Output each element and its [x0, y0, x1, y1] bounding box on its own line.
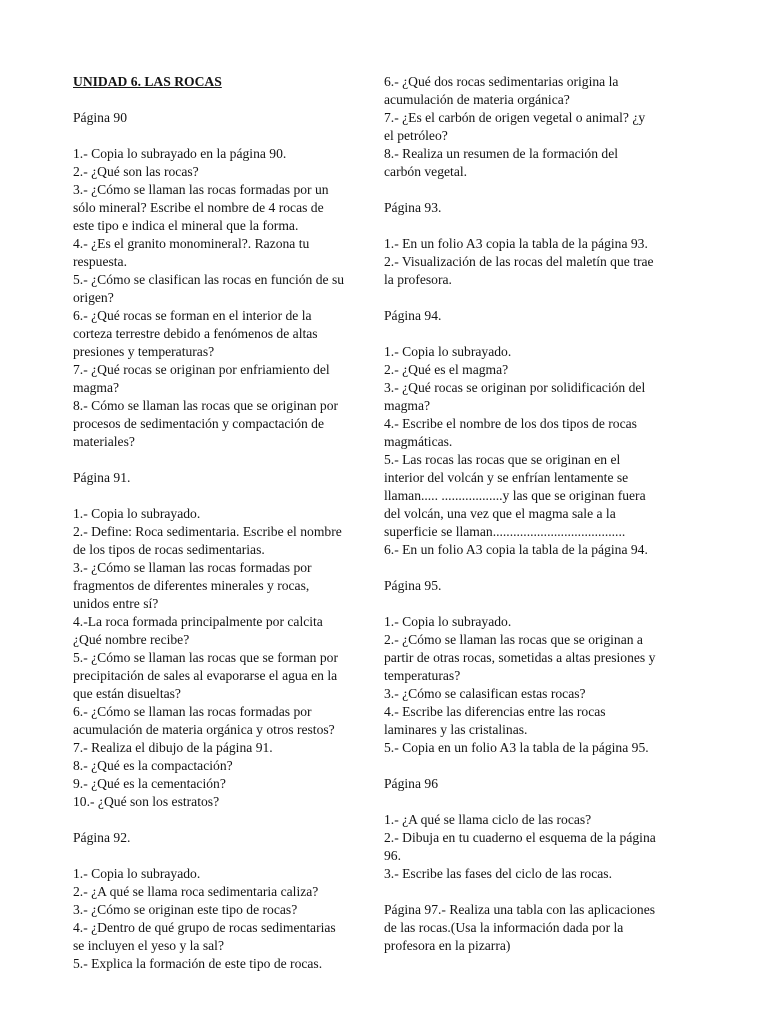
left-text-line: 4.- ¿Dentro de qué grupo de rocas sedimentarias	[73, 920, 336, 935]
right-text-line: Página 96	[384, 776, 438, 791]
right-text-line: 2.- ¿Cómo se llaman las rocas que se originan a	[384, 632, 643, 647]
left-text-line: corteza terrestre debido a fenómenos de altas	[73, 326, 318, 341]
left-text-line: 4.- ¿Es el granito monomineral?. Razona tu	[73, 236, 310, 251]
right-blank-line	[384, 793, 700, 811]
right-text-line: del volcán, una vez que el magma sale a la	[384, 506, 616, 521]
right-text-line: 1.- Copia lo subrayado.	[384, 344, 512, 359]
left-text-line: 4.-La roca formada principalmente por calcita	[73, 614, 323, 629]
left-text-line: 7.- ¿Qué rocas se originan por enfriamiento del	[73, 362, 330, 377]
right-column	[384, 73, 700, 955]
right-text-line: Página 94.	[384, 308, 442, 323]
left-text-line: 5.- ¿Cómo se llaman las rocas que se forman por	[73, 650, 338, 665]
right-text-line: Página 97.- Realiza una tabla con las aplicaciones	[384, 902, 656, 917]
right-text-line: 3.- ¿Qué rocas se originan por solidificación del	[384, 380, 646, 395]
right-blank-line	[384, 559, 700, 577]
left-text-line: procesos de sedimentación y compactación de	[73, 416, 325, 431]
left-text-line: precipitación de sales al evaporarse el agua en la	[73, 668, 338, 683]
left-blank-line	[73, 127, 385, 145]
left-blank-line	[73, 91, 385, 109]
right-blank-line	[384, 757, 700, 775]
right-text-line: de las rocas.(Usa la información dada por la	[384, 920, 624, 935]
left-text-line: 8.- Cómo se llaman las rocas que se originan por	[73, 398, 339, 413]
left-text-line: unidos entre sí?	[73, 596, 159, 611]
right-text-line: la profesora.	[384, 272, 452, 287]
right-text-line: profesora en la pizarra)	[384, 938, 511, 953]
left-text-line: origen?	[73, 290, 114, 305]
right-blank-line	[384, 289, 700, 307]
right-text-line: 1.- ¿A qué se llama ciclo de las rocas?	[384, 812, 592, 827]
right-text-line: 8.- Realiza un resumen de la formación del	[384, 146, 619, 161]
left-text-line: materiales?	[73, 434, 135, 449]
left-text-line: este tipo e indica el mineral que la forma.	[73, 218, 299, 233]
right-blank-line	[384, 217, 700, 235]
left-text-line: 9.- ¿Qué es la cementación?	[73, 776, 226, 791]
left-text-line: 2.- ¿Qué son las rocas?	[73, 164, 199, 179]
left-text-line: 5.- Explica la formación de este tipo de rocas.	[73, 956, 323, 971]
right-text-line: 3.- ¿Cómo se calasifican estas rocas?	[384, 686, 586, 701]
left-text-line: 8.- ¿Qué es la compactación?	[73, 758, 233, 773]
left-text-line: 10.- ¿Qué son los estratos?	[73, 794, 220, 809]
left-text-line: 1.- Copia lo subrayado.	[73, 866, 201, 881]
right-text-line: 4.- Escribe el nombre de los dos tipos de rocas	[384, 416, 637, 431]
right-text-line: Página 93.	[384, 200, 442, 215]
left-text-line: fragmentos de diferentes minerales y rocas,	[73, 578, 310, 593]
left-text-line: de los tipos de rocas sedimentarias.	[73, 542, 265, 557]
right-text-line: 2.- ¿Qué es el magma?	[384, 362, 509, 377]
right-text-line: interior del volcán y se enfrían lentamente se	[384, 470, 629, 485]
left-text-line: 6.- ¿Cómo se llaman las rocas formadas por	[73, 704, 312, 719]
right-text-line: 5.- Copia en un folio A3 la tabla de la página 95.	[384, 740, 649, 755]
left-blank-line	[73, 811, 385, 829]
right-text-line: magma?	[384, 398, 431, 413]
left-text-line: 3.- ¿Cómo se originan este tipo de rocas?	[73, 902, 298, 917]
right-text-line: Página 95.	[384, 578, 442, 593]
right-text-line: temperaturas?	[384, 668, 461, 683]
left-text-line: 3.- ¿Cómo se llaman las rocas formadas por	[73, 560, 312, 575]
left-text-line: magma?	[73, 380, 120, 395]
right-text-line: superficie se llaman.......................................	[384, 524, 626, 539]
right-text-line: 1.- En un folio A3 copia la tabla de la página 93.	[384, 236, 648, 251]
right-text-line: 7.- ¿Es el carbón de origen vegetal o animal? ¿y	[384, 110, 646, 125]
left-blank-line	[73, 847, 385, 865]
left-blank-line	[73, 451, 385, 469]
right-text-line: 6.- ¿Qué dos rocas sedimentarias origina la	[384, 74, 619, 89]
right-text-line: 4.- Escribe las diferencias entre las rocas	[384, 704, 606, 719]
right-text-line: 96.	[384, 848, 401, 863]
right-text-line: magmáticas.	[384, 434, 453, 449]
right-text-line: 1.- Copia lo subrayado.	[384, 614, 512, 629]
right-text-line: el petróleo?	[384, 128, 448, 143]
right-text-line: 2.- Visualización de las rocas del maletín que trae	[384, 254, 654, 269]
left-text-line: que están disueltas?	[73, 686, 181, 701]
left-text-line: 7.- Realiza el dibujo de la página 91.	[73, 740, 273, 755]
right-text-line: acumulación de materia orgánica?	[384, 92, 570, 107]
right-blank-line	[384, 883, 700, 901]
left-text-line: 2.- Define: Roca sedimentaria. Escribe el nombre	[73, 524, 342, 539]
left-text-line: presiones y temperaturas?	[73, 344, 215, 359]
right-text-line: 5.- Las rocas las rocas que se originan en el	[384, 452, 621, 467]
left-text-line: 5.- ¿Cómo se clasifican las rocas en función de su	[73, 272, 345, 287]
left-text-line: 1.- Copia lo subrayado.	[73, 506, 201, 521]
document-title: UNIDAD 6. LAS ROCAS	[73, 74, 222, 89]
right-text-line: partir de otras rocas, sometidas a altas presiones y	[384, 650, 656, 665]
right-blank-line	[384, 595, 700, 613]
left-text-line: acumulación de materia orgánica y otros restos?	[73, 722, 335, 737]
left-text-line: ¿Qué nombre recibe?	[73, 632, 190, 647]
right-text-line: 3.- Escribe las fases del ciclo de las rocas.	[384, 866, 612, 881]
right-text-line: carbón vegetal.	[384, 164, 468, 179]
right-blank-line	[384, 181, 700, 199]
right-blank-line	[384, 325, 700, 343]
left-text-line: 2.- ¿A qué se llama roca sedimentaria caliza?	[73, 884, 319, 899]
left-text-line: sólo mineral? Escribe el nombre de 4 rocas de	[73, 200, 324, 215]
left-text-line: respuesta.	[73, 254, 127, 269]
left-text-line: Página 90	[73, 110, 127, 125]
left-text-line: Página 91.	[73, 470, 131, 485]
right-text-line: laminares y las cristalinas.	[384, 722, 528, 737]
left-text-line: 1.- Copia lo subrayado en la página 90.	[73, 146, 287, 161]
right-text-line: 2.- Dibuja en tu cuaderno el esquema de la página	[384, 830, 656, 845]
left-text-line: 3.- ¿Cómo se llaman las rocas formadas por un	[73, 182, 329, 197]
right-text-line: 6.- En un folio A3 copia la tabla de la página 94.	[384, 542, 648, 557]
left-text-line: se incluyen el yeso y la sal?	[73, 938, 224, 953]
left-text-line: Página 92.	[73, 830, 131, 845]
left-column	[73, 73, 385, 973]
left-blank-line	[73, 487, 385, 505]
right-text-line: llaman..... ..................y las que se originan fuera	[384, 488, 646, 503]
left-text-line: 6.- ¿Qué rocas se forman en el interior de la	[73, 308, 312, 323]
